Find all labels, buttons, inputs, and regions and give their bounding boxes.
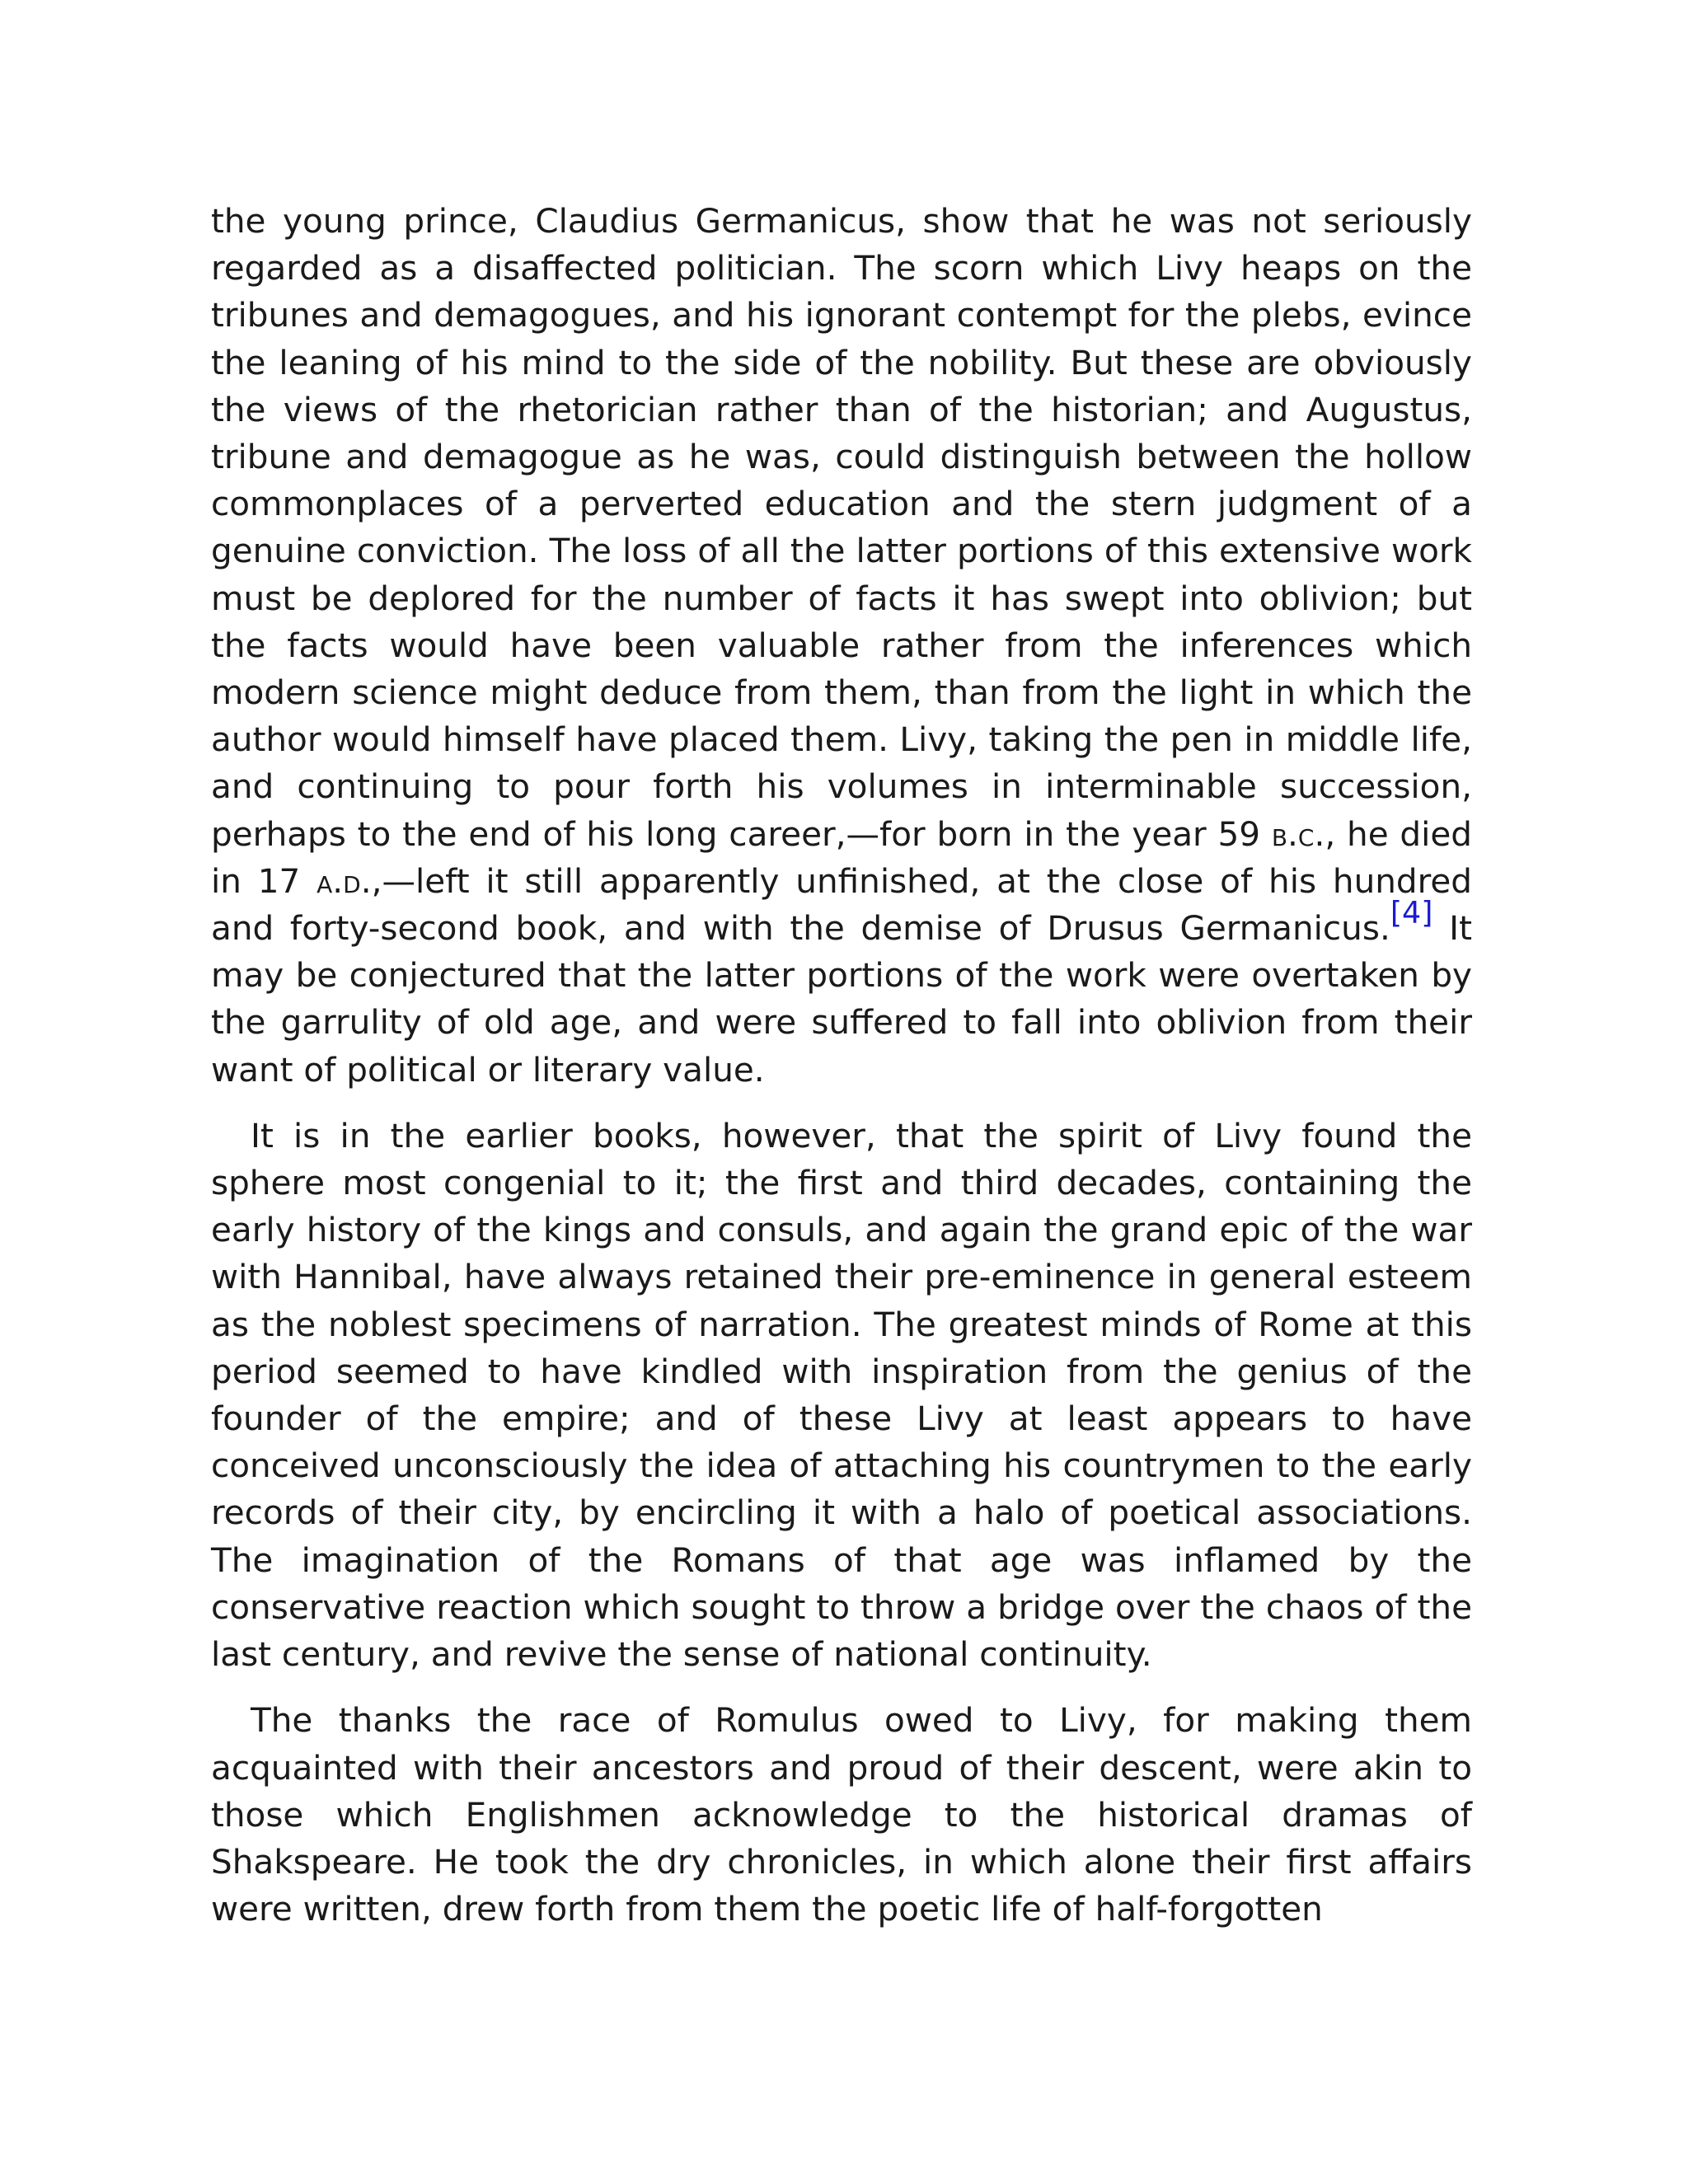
paragraph-2: It is in the earlier books, however, that the spirit of Livy found the sphere most congenial to it; the first and third decades, containing the early history of the kings and consuls, and again the grand epic of the war with Hannibal, have always retained their pre-eminence in general esteem as the noblest specimens of narration. The greatest minds of Rome at this period seemed to have kindled with inspiration from the genius of the founder of the empire; and of these Livy at least appears to have conceived unconsciously the idea of attaching his countrymen to the early records of their city, by encircling it with a halo of poetical associations. The imagination of the Romans of that age was inflamed by the conservative reaction which sought to throw a bridge over the chaos of the last century, and revive the sense of national continuity. bbox=[211, 1115, 1472, 1675]
page-body bbox=[211, 198, 1472, 1952]
paragraph-1-text-a: the young prince, Claudius Germanicus, show that he was not seriously regarded as a disaffected politician. The scorn which Livy heaps on the tribunes and demagogues, and his ignorant contempt for the plebs, evince the leaning of his mind to the side of the nobility. But these are obviously the views of the rhetorician rather than of the historian; and Augustus, tribune and demagogue as he was, could distinguish between the hollow commonplaces of a perverted education and the stern judgment of a genuine conviction. The loss of all the latter portions of this extensive work must be deplored for the number of facts it has swept into oblivion; but the facts would have been valuable rather from the inferences which modern science might deduce from them, than from the light in which the author would himself have placed them. Livy, taking the pen in middle life, and continuing to pour forth his volumes in interminable succession, perhaps to the end of his long career,—for born in the year 59 bbox=[211, 201, 1472, 854]
paragraph-3: The thanks the race of Romulus owed to Livy, for making them acquainted with their ancestors and proud of their descent, were akin to those which Englishmen acknowledge to the historical dramas of Shakspeare. He took the dry chronicles, in which alone their first affairs were written, drew forth from them the poetic life of half-forgotten bbox=[211, 1700, 1472, 1929]
paragraph-1-text-c: ,—left it still apparently unfinished, at the close of his hundred and forty-second book, and with the demise of Drusus Germanicus. bbox=[211, 860, 1473, 949]
paragraph-1-text-d: It may be conjectured that the latter portions of the work were overtaken by the garrulity of old age, and were suffered to fall into oblivion from their want of political or literary value. bbox=[211, 908, 1472, 1090]
era-ad: a.d. bbox=[316, 860, 372, 901]
era-bc: b.c. bbox=[1271, 813, 1325, 854]
footnote-link[interactable]: [4] bbox=[1390, 895, 1433, 930]
paragraph-1-text-b: , he died in 17 bbox=[211, 813, 1472, 901]
paragraph-1 bbox=[211, 198, 1472, 1094]
